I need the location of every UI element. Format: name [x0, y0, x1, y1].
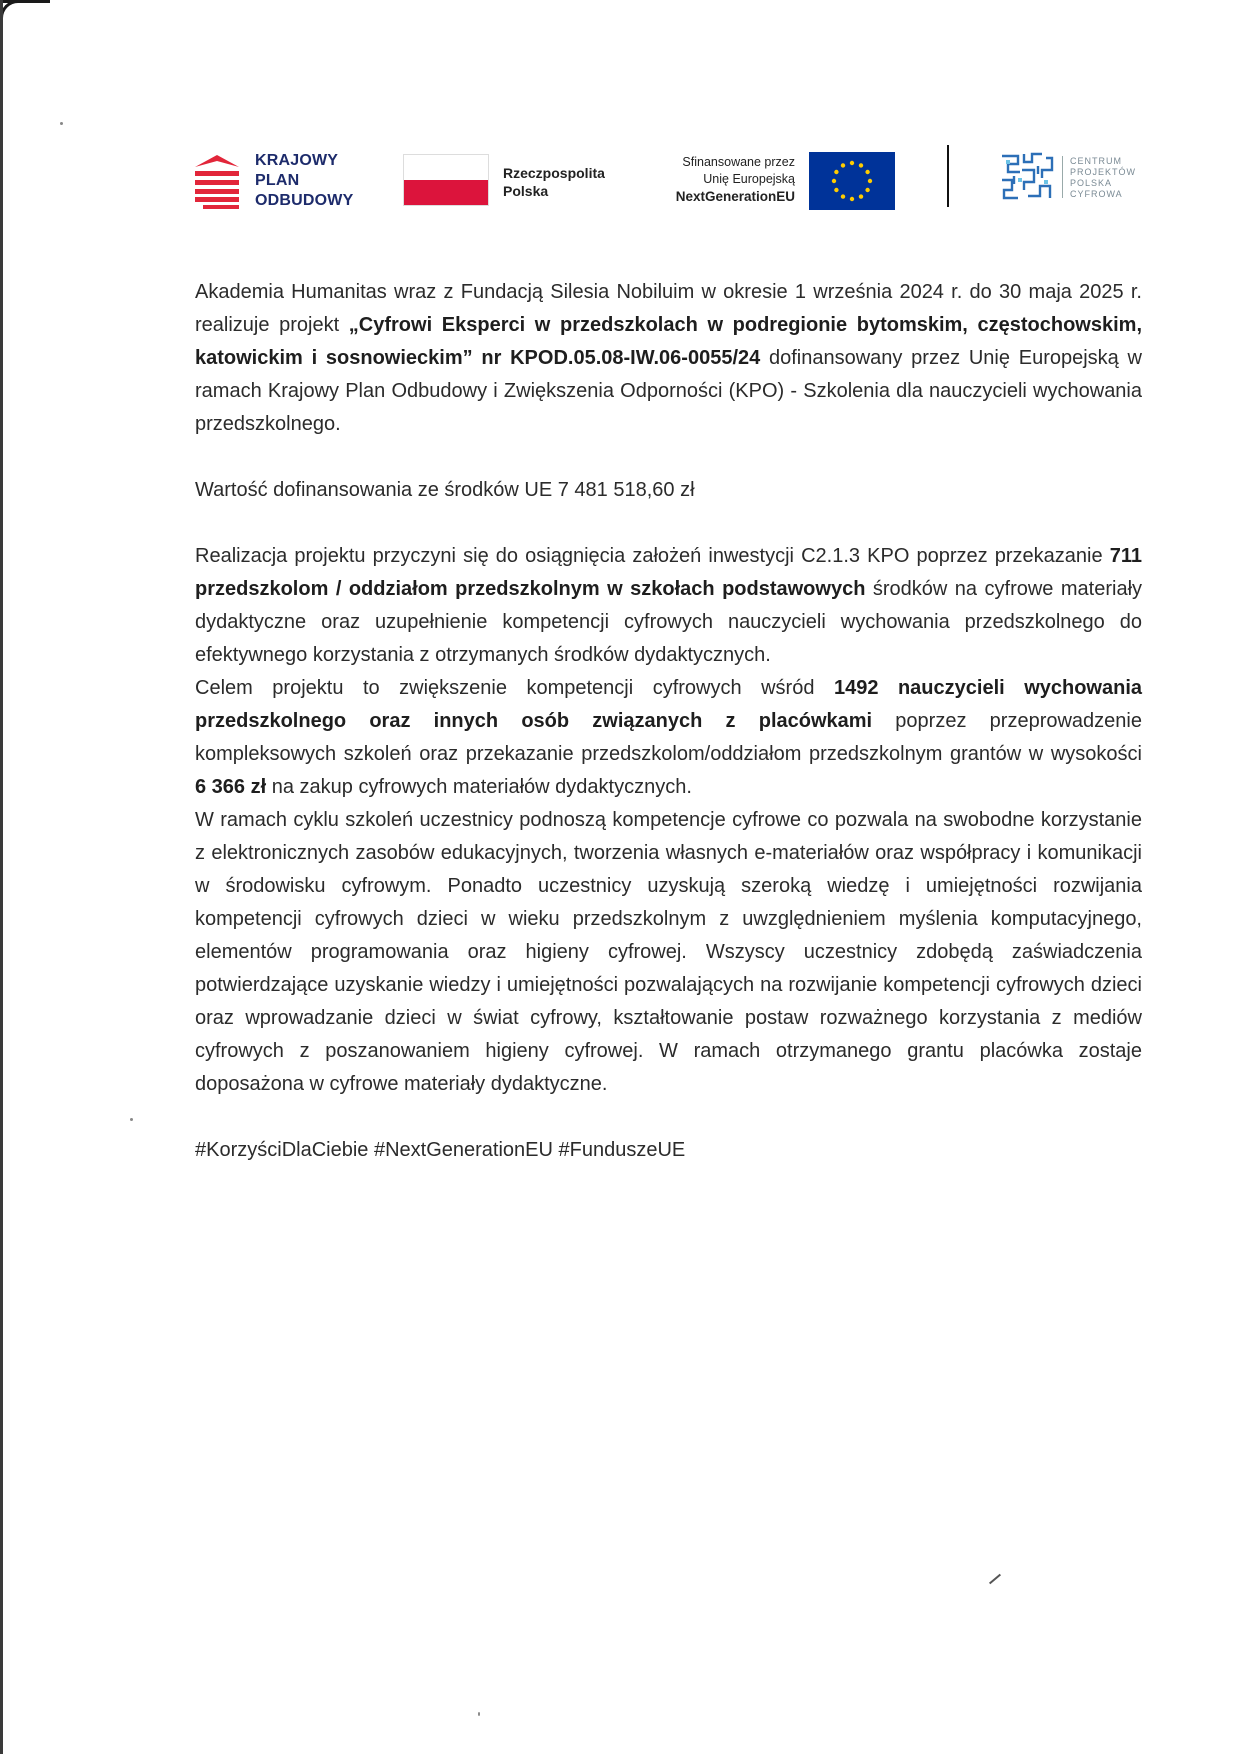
- intro-text-1: Akademia Humanitas wraz z Fundacją Silesia Nobiluim w okresie 1 września 2024 r. do 30 maja 2025 r. realizuje projekt: [195, 281, 1142, 336]
- cpc-line4: CYFROWA: [1070, 189, 1123, 199]
- eu-star-icon: [850, 197, 854, 201]
- kpo-arrows-icon: [195, 153, 245, 209]
- training-paragraph: W ramach cyklu szkoleń uczestnicy podnoszą kompetencje cyfrowe co pozwala na swobodne korzystanie z elektronicznych zasobów edukacyjnych, tworzenia własnych e-materiałów oraz współpracy i komunikacji w środowisku cyfrowym. Ponadto uczestnicy uzyskują szeroką wiedzę i umiejętności rozwijania kompetencji cyfrowych dzieci w wieku przedszkolnym z uwzględnieniem myślenia komputacyjnego, elementów programowania oraz higieny cyfrowej. Wszyscy uczestnicy zdobędą zaświadczenia potwierdzające uzyskanie wiedzy i umiejętności pozwalających na rozwijanie kompetencji cyfrowych dzieci oraz wprowadzanie dzieci w świat cyfrowy, kształtowanie postaw rozważnego korzystania z mediów cyfrowych z poszanowaniem higieny cyfrowej. W ramach otrzymanego grantu placówka zostaje doposażona w cyfrowe materiały dydaktyczne.: [195, 809, 1142, 1095]
- cpc-wordmark: [1070, 156, 1136, 200]
- grant-amount: 6 366 zł: [195, 776, 267, 798]
- poland-line1: Rzeczpospolita: [503, 165, 605, 181]
- project-intro-paragraph: [195, 276, 1142, 441]
- goal-text-2: poprzez przeprowadzenie kompleksowych szkoleń oraz przekazanie przedszkolom/oddziałom przedszkolnym grantów w wysokości: [195, 710, 1142, 765]
- kpo-line3: ODBUDOWY: [255, 192, 354, 209]
- poland-logo: [403, 150, 618, 210]
- circuit-maze-icon: [998, 150, 1056, 202]
- goal-paragraph: [195, 672, 1142, 804]
- eu-star-icon: [859, 194, 863, 198]
- scan-edge-left: [0, 0, 3, 1754]
- eu-line2: Unię Europejską: [703, 172, 795, 186]
- preschool-count: 711 przedszkolom / oddziałom przedszkolnym w szkołach podstawowych: [195, 545, 1142, 600]
- eu-star-icon: [850, 161, 854, 165]
- cpc-line1: CENTRUM: [1070, 156, 1122, 166]
- cpc-separator: [1062, 156, 1063, 198]
- cpc-line2: PROJEKTÓW: [1070, 167, 1137, 177]
- eu-funding-text: [676, 154, 795, 205]
- kpo-line1: KRAJOWY: [255, 152, 339, 169]
- eu-logo: [640, 150, 895, 210]
- logo-bar: [0, 145, 1240, 215]
- investment-text-1: Realizacja projektu przyczyni się do osiągnięcia założeń inwestycji C2.1.3 KPO poprzez przekazanie: [195, 545, 1110, 567]
- cpc-line3: POLSKA: [1070, 178, 1113, 188]
- paragraph-gap: [195, 507, 1142, 540]
- project-title: „Cyfrowi Eksperci w przedszkolach w podregionie bytomskim, częstochowskim, katowickim i sosnowieckim” nr KPOD.05.08-IW.06-0055/24: [195, 314, 1143, 369]
- goal-text-1: Celem projektu to zwiększenie kompetencji cyfrowych wśród: [195, 677, 834, 699]
- investment-paragraph: [195, 540, 1142, 672]
- logo-divider: [947, 145, 949, 207]
- scan-speck: [60, 122, 63, 125]
- poland-wordmark: [503, 164, 605, 200]
- eu-star-icon: [834, 188, 838, 192]
- cpc-logo: [998, 150, 1148, 205]
- eu-flag-icon: [809, 152, 895, 210]
- eu-star-icon: [868, 179, 872, 183]
- eu-line1: Sfinansowane przez: [682, 155, 795, 169]
- paragraph-gap: [195, 1101, 1142, 1134]
- eu-star-icon: [841, 194, 845, 198]
- eu-star-icon: [859, 163, 863, 167]
- teacher-count: 1492 nauczycieli wychowania przedszkolnego oraz innych osób związanych z placówkami: [195, 677, 1143, 732]
- hashtags: #KorzyściDlaCiebie #NextGenerationEU #FunduszeUE: [195, 1139, 686, 1161]
- eu-star-icon: [865, 188, 869, 192]
- scan-speck: [130, 1118, 133, 1121]
- goal-text-3: na zakup cyfrowych materiałów dydaktycznych.: [266, 776, 692, 798]
- kpo-line2: PLAN: [255, 172, 300, 189]
- eu-star-icon: [841, 163, 845, 167]
- poland-flag-icon: [403, 154, 489, 206]
- eu-line3: NextGenerationEU: [675, 189, 795, 204]
- kpo-logo: [195, 151, 375, 211]
- investment-text-2: środków na cyfrowe materiały dydaktyczne oraz uzupełnienie kompetencji cyfrowych nauczycieli wychowania przedszkolnego do efektywnego korzystania z otrzymanych środków dydaktycznych.: [195, 578, 1143, 666]
- scan-speck: [478, 1712, 480, 1716]
- eu-star-icon: [865, 170, 869, 174]
- poland-line2: Polska: [503, 183, 549, 199]
- intro-text-2: dofinansowany przez Unię Europejską w ramach Krajowy Plan Odbudowy i Zwiększenia Odporności (KPO) - Szkolenia dla nauczycieli wychowania przedszkolnego.: [195, 347, 1142, 435]
- scan-corner: [0, 0, 31, 31]
- document-body: [195, 276, 1142, 1167]
- eu-star-icon: [832, 179, 836, 183]
- pen-tick-mark: [989, 1574, 1001, 1585]
- kpo-wordmark: [255, 151, 353, 211]
- funding-value-paragraph: Wartość dofinansowania ze środków UE 7 481 518,60 zł: [195, 479, 695, 501]
- eu-star-icon: [834, 170, 838, 174]
- paragraph-gap: [195, 441, 1142, 474]
